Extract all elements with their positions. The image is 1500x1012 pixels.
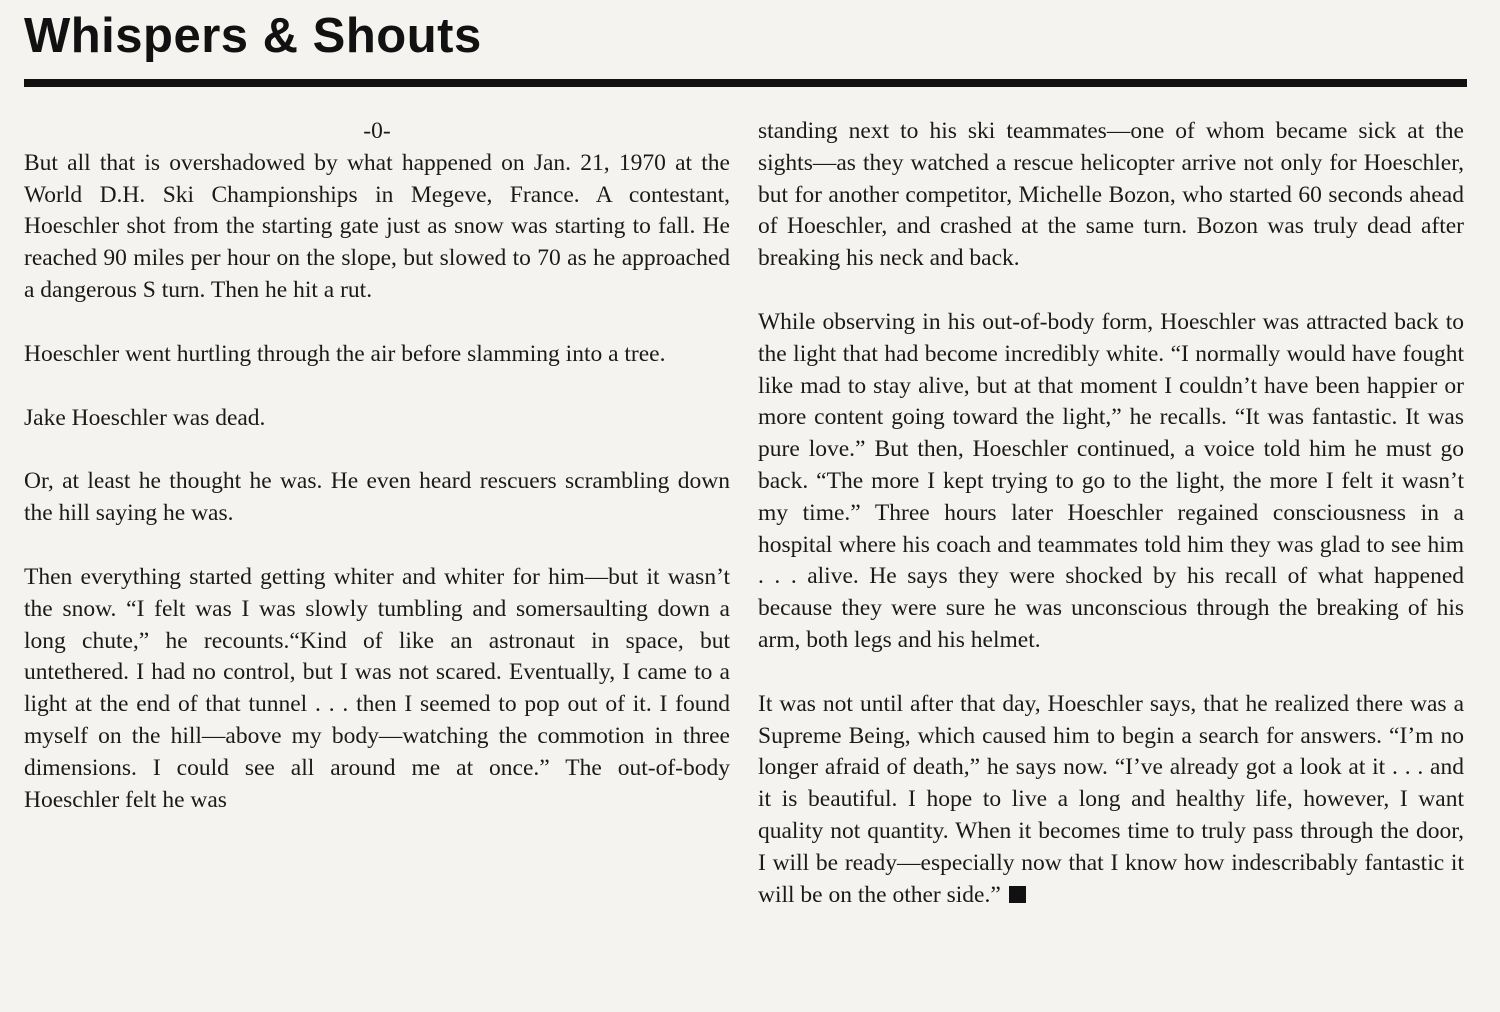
paragraph: Hoeschler went hurtling through the air before slamming into a tree. (24, 340, 666, 367)
article-column-right (758, 116, 1464, 943)
paragraph-final-text: It was not until after that day, Hoeschler says, that he realized there was a Supreme Being, which caused him to begin a search for answers. “I’m no longer afraid of death,” he says now. “I’ve already got a look at it . . . and it is beautiful. I hope to live a long and healthy life, however, I want quality not quantity. When it becomes time to truly pass through the door, I will be ready—especially now that I know how indescribably fantastic it will be on the other side.” (758, 690, 1464, 908)
paragraph: Jake Hoeschler was dead. (24, 404, 266, 431)
paragraph: While observing in his out-of-body form, Hoeschler was attracted back to the light that had become incredibly white. “I normally would have fought like mad to stay alive, but at that moment I couldn’t have been happier or more content going toward the light,” he recalls. “It was fantastic. It was pure love.” But then, Hoeschler continued, a voice told him he must go back. “The more I kept trying to go to the light, the more I felt it wasn’t my time.” Three hours later Hoeschler regained consciousness in a hospital where his coach and teammates told him they was glad to see him . . . alive. He says they were shocked by his recall of what happened because they were sure he was unconscious through the breaking of his arm, both legs and his helmet. (758, 308, 1464, 653)
paragraph: But all that is overshadowed by what happened on Jan. 21, 1970 at the World D.H. Ski Championships in Megeve, France. A contestant, Hoeschler shot from the starting gate just as snow was starting to fall. He reached 90 miles per hour on the slope, but slowed to 70 as he approached a dangerous S turn. Then he hit a rut. (24, 149, 730, 303)
paragraph: Then everything started getting whiter and whiter for him—but it wasn’t the snow. “I felt was I was slowly tumbling and somersaulting down a long chute,” he recounts.“Kind of like an astronaut in space, but untethered. I had no control, but I was not scared. Eventually, I came to a light at the end of that tunnel . . . then I seemed to pop out of it. I found myself on the hill—above my body—watching the commotion in three dimensions. I could see all around me at once.” The out-of-body Hoeschler felt he was (24, 563, 730, 813)
page-title: Whispers & Shouts (24, 9, 482, 63)
paragraph: Or, at least he thought he was. He even heard rescuers scrambling down the hill saying he was. (24, 468, 730, 527)
paragraph: standing next to his ski teammates—one of whom became sick at the sights—as they watched a rescue helicopter arrive not only for Hoeschler, but for another competitor, Michelle Bozon, who started 60 seconds ahead of Hoeschler, and crashed at the same turn. Bozon was truly dead after breaking his neck and back. (758, 118, 1464, 272)
title-rule (24, 79, 1467, 87)
article-column-left (24, 116, 730, 848)
end-mark-icon (1009, 886, 1026, 903)
section-separator: -0- (363, 118, 391, 144)
paragraph-final (758, 689, 1464, 912)
